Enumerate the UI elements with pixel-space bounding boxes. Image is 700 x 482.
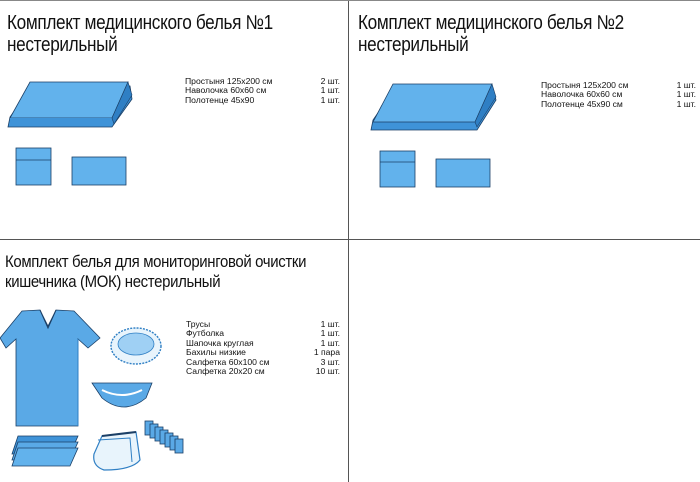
list-item: Шапочка круглая 1 шт. [186,337,340,348]
kit-mok-title-line2: кишечника (МОК) нестерильный [5,272,221,291]
kit-1-title-line1: Комплект медицинского белья №1 [7,12,273,34]
kit-mok-title-line1: Комплект белья для мониторинговой очистки [5,252,307,271]
kit-1-title-line2: нестерильный [7,34,118,56]
list-item: Простыня 125х200 см 2 шт. [185,76,340,86]
small-napkins-illustration [0,240,348,482]
kit-1-panel [0,0,348,239]
list-item: Салфетка 20х20 см 10 шт. [186,366,340,377]
kit-2-panel [349,0,700,239]
list-item: Трусы 1 шт. [186,319,340,329]
list-item: Футболка 1 шт. [186,328,340,339]
list-item: Простыня 125х200 см 1 шт. [541,80,696,90]
kit-2-title-line1: Комплект медицинского белья №2 [358,12,624,34]
list-item: Полотенце 45х90 см 1 шт. [541,98,696,109]
kit-mok-panel [0,240,348,482]
list-item: Наволочка 60х60 см 1 шт. [185,85,340,96]
towel-illustration [0,0,348,239]
list-item: Полотенце 45х90 1 шт. [185,94,340,105]
list-item: Наволочка 60х60 см 1 шт. [541,89,696,100]
list-item: Бахилы низкие 1 пара [186,347,340,358]
list-item: Салфетка 60х100 см 3 шт. [186,356,340,367]
kit-2-title-line2: нестерильный [358,34,469,56]
towel-illustration [349,0,700,239]
empty-panel [349,240,700,482]
